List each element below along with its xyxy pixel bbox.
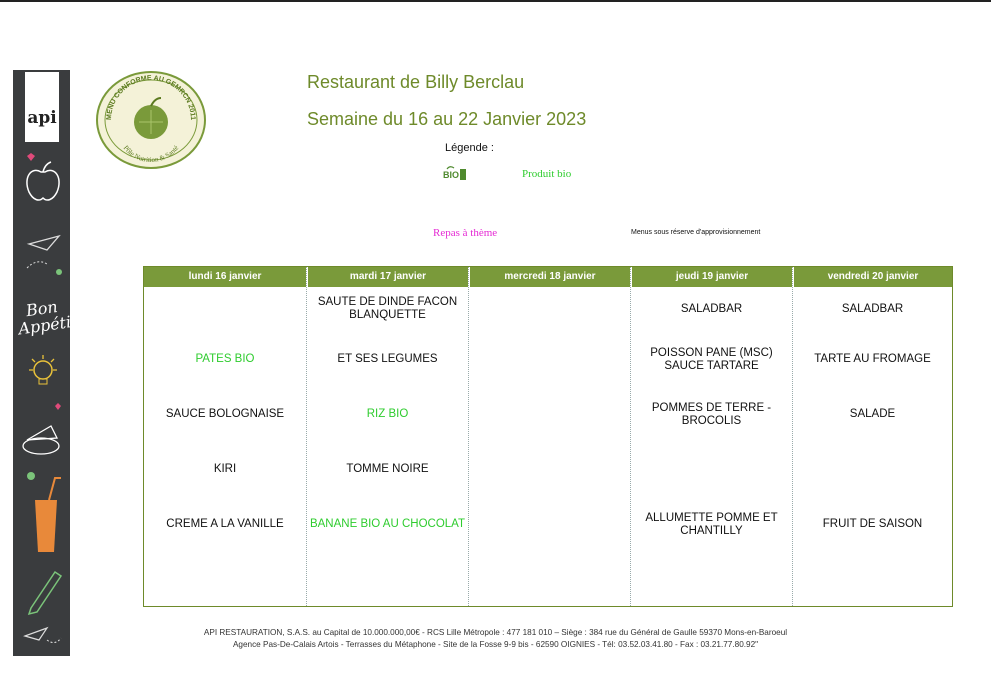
day-column-wednesday <box>468 267 630 606</box>
menu-item: PATES BIO <box>195 353 255 365</box>
top-rule <box>0 0 991 2</box>
day-column-tuesday <box>306 267 468 606</box>
menu-table <box>143 266 953 607</box>
supply-reserve-note: Menus sous réserve d'approvisionnement <box>631 229 761 236</box>
menu-item: POMMES DE TERRE - BROCOLIS <box>651 402 772 427</box>
footer-company-line: API RESTAURATION, S.A.S. au Capital de 10.000.000,00€ - RCS Lille Métropole : 477 181 010 – Siège : 384 rue du Général de Gaulle 59370 Mons-en-Baroeul <box>203 628 788 637</box>
menu-item: CREME A LA VANILLE <box>166 518 284 530</box>
bon-appetit-text: Bon Appétit <box>17 296 79 339</box>
bio-icon-text: BIO <box>443 170 460 180</box>
menu-item: ET SES LEGUMES <box>337 353 438 365</box>
paper-plane-icon <box>23 228 67 278</box>
menu-item: SAUCE BOLOGNAISE <box>165 408 285 420</box>
page-title: Restaurant de Billy Berclau <box>307 72 525 92</box>
menu-item: SALADBAR <box>680 303 743 315</box>
heart-apple-icon <box>19 150 63 210</box>
bio-legend-label: Produit bio <box>522 168 572 180</box>
drink-icon <box>21 470 65 560</box>
week-subtitle: Semaine du 16 au 22 Janvier 2023 <box>307 109 587 129</box>
cake-icon <box>19 400 65 460</box>
menu-item: TARTE AU FROMAGE <box>814 353 931 365</box>
menu-item: SALADE <box>849 408 896 420</box>
day-header: mardi 17 janvier <box>307 267 468 287</box>
footer <box>0 627 991 651</box>
menu-item: FRUIT DE SAISON <box>822 518 923 530</box>
seal-bottom-text: Pôle Nutrition & Santé <box>121 144 181 165</box>
menu-item: BANANE BIO AU CHOCOLAT <box>309 518 466 530</box>
chalkboard-banner <box>13 70 79 656</box>
day-column-monday <box>144 267 306 606</box>
api-logo: api <box>27 108 57 128</box>
day-header: vendredi 20 janvier <box>793 267 952 287</box>
day-header: jeudi 19 janvier <box>631 267 792 287</box>
day-column-thursday <box>630 267 792 606</box>
legend-label: Légende : <box>445 142 494 154</box>
day-header: mercredi 18 janvier <box>469 267 630 287</box>
pencil-icon <box>21 558 65 618</box>
menu-item: SALADBAR <box>841 303 904 315</box>
footer-agency-line: Agence Pas-De-Calais Artois - Terrasses du Métaphone - Site de la Fosse 9-9 bis - 62590 OIGNIES - Tél: 03.52.03.41.80 - Fax : 03.21.77.80.92" <box>232 640 759 649</box>
menu-item: TOMME NOIRE <box>346 463 429 475</box>
api-logo-box <box>25 72 59 142</box>
menu-item: SAUTE DE DINDE FACON BLANQUETTE <box>317 296 458 321</box>
seal-top-text: MENU CONFORME AU GEMRCN 2011 <box>105 74 197 121</box>
theme-legend-label: Repas à thème <box>433 227 498 239</box>
menu-item: ALLUMETTE POMME ET CHANTILLY <box>645 512 778 537</box>
menu-item: RIZ BIO <box>366 408 409 420</box>
gemrcn-seal <box>95 70 207 170</box>
lightbulb-icon <box>23 352 63 392</box>
menu-item: POISSON PANE (MSC) SAUCE TARTARE <box>650 347 773 372</box>
day-header: lundi 16 janvier <box>144 267 306 287</box>
bio-leaf-icon <box>443 166 467 182</box>
day-column-friday <box>792 267 952 606</box>
menu-item: KIRI <box>213 463 237 475</box>
